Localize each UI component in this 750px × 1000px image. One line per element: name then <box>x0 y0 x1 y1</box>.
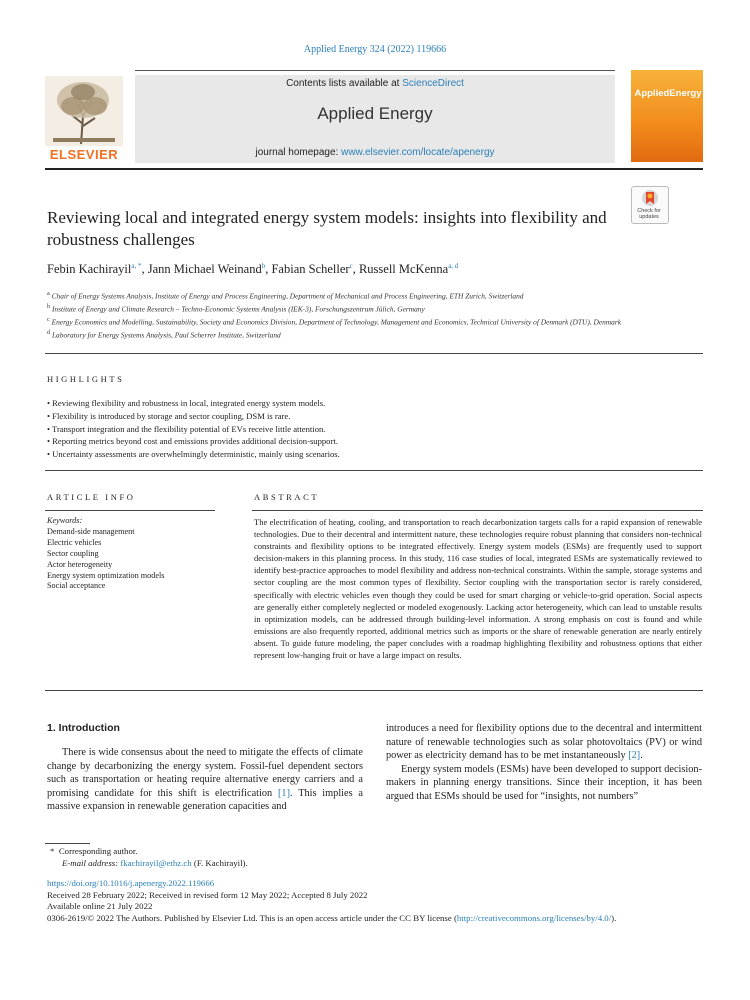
author-name[interactable]: Febin Kachirayil <box>47 262 132 277</box>
introduction-heading: 1. Introduction <box>47 722 120 734</box>
body-column-right <box>386 722 702 804</box>
text-run: . This implies a massive expansion in renewable generation capacities and <box>47 787 363 813</box>
sciencedirect-link[interactable]: ScienceDirect <box>402 78 464 89</box>
footnote-marker: * <box>50 846 55 856</box>
highlight-text: Uncertainty assessments are overwhelmingly deterministic, mainly using scenarios. <box>52 449 340 460</box>
author-affil-sup[interactable]: a, d <box>448 262 459 270</box>
footnote-text: Corresponding author. <box>58 846 138 856</box>
affiliation-item <box>47 289 707 302</box>
journal-name: Applied Energy <box>317 104 433 123</box>
highlights-list <box>47 397 697 461</box>
abstract-rule <box>252 510 703 511</box>
header-top-rule <box>135 70 615 71</box>
contents-available <box>135 78 615 89</box>
keyword-item: Social acceptance <box>47 581 106 591</box>
footnote <box>50 845 450 869</box>
keyword-item: Actor heterogeneity <box>47 559 113 569</box>
highlight-item: • Transport integration and the flexibility potential of EVs receive little attention. <box>47 423 326 434</box>
elsevier-wordmark: ELSEVIER <box>49 147 119 162</box>
highlight-item: • Flexibility is introduced by storage and sector coupling, DSM is rare. <box>47 410 291 421</box>
keyword-item: Sector coupling <box>47 548 99 558</box>
body-column-left <box>47 746 363 814</box>
bookmark-icon <box>632 187 668 209</box>
section-divider <box>45 353 703 354</box>
affiliation-marker: b <box>47 303 51 310</box>
homepage-prefix: journal homepage: <box>255 147 342 158</box>
keyword-item: Demand-side management <box>47 526 135 536</box>
author-name[interactable]: Jann Michael Weinand <box>147 262 262 277</box>
affiliation-item <box>47 302 707 315</box>
section-divider <box>45 470 703 471</box>
license-suffix: ). <box>611 912 617 923</box>
affiliation-text: Chair of Energy Systems Analysis, Institute of Energy and Process Engineering, Department of Mechanical and Process Engineering, ETH Zurich, Switzerland <box>51 291 524 301</box>
email-suffix: (F. Kachirayil). <box>193 858 248 869</box>
abstract-text: The electrification of heating, cooling, and transportation to reach decarbonization targets calls for a rapid expansion of renewable technologies. Due to their decentral and intermittent nature, these technologies require robust planning that considers non-technical constraints and flexibility options to be integrated effectively. Energy system models (ESMs) are frequently used to support decision-makers in this planning process. In this study, 116 case studies of local, integrated ESMs are systematically reviewed to identify best-practice approaches to model flexibility and address non-technical constraints. Within the sample, storage systems and sector coupling are the most common types of flexibility. Sector coupling with the transportation sector is rarely considered, specifically with electric vehicles even though they could be used for smart charging or vehicle-to-grid operation. Social aspects are generally either completely neglected or modeled exogenously. Lacking actor heterogeneity, which can lead to unstable results in optimization models, can be addressed through building-level information. A strong emphasis on cost is found and while emissions are also frequently reported, additional metrics such as imports or the share of renewable generation are nearly entirely absent. To guide future modeling, the paper concludes with a roadmap highlighting flexibility and robustness options that either represent low-hanging fruit or have a large impact on results. <box>254 517 702 661</box>
footnote-rule <box>45 843 90 844</box>
license-line <box>47 913 707 925</box>
highlight-item: • Reporting metrics beyond cost and emissions provides additional decision-support. <box>47 436 338 447</box>
email-link[interactable]: fkachirayil@ethz.ch <box>120 858 192 869</box>
keywords-label: Keywords: <box>47 516 83 525</box>
text-run: introduces a need for flexibility options due to the decentral and intermittent nature of renewable technologies such as solar photovoltaics (PV) or wind power as electricity demand has to be met instantaneously <box>386 723 702 762</box>
affiliation-text: Laboratory for Energy Systems Analysis, Paul Scherrer Institute, Switzerland <box>51 330 281 340</box>
journal-cover-thumbnail[interactable] <box>631 70 703 162</box>
author-list: Febin Kachirayil$^{a, *}$, Jann Michael Weinand$^b$, Fabian Scheller$^c$, Russell McKenna$^{a, d}$ <box>47 262 459 277</box>
affiliation-text: Energy Economics and Modelling, Sustainability, Society and Economics Division, Department of Technology, Management and Economics, Technical University of Denmark (DTU), Denmark <box>51 317 621 327</box>
author-affil-sup[interactable]: b <box>261 262 266 270</box>
received-dates: Received 28 February 2022; Received in revised form 12 May 2022; Accepted 8 July 2022 <box>47 889 368 900</box>
affiliation-marker: c <box>47 316 50 323</box>
article-info-heading: ARTICLE INFO <box>47 492 136 502</box>
publication-info <box>47 878 707 924</box>
corresponding-author-note <box>50 845 450 857</box>
check-for-updates-label: Check for updates <box>637 208 661 220</box>
affiliation-marker: a <box>47 291 50 297</box>
paragraph: Energy system models (ESMs) have been developed to support decision-makers in planning energy transitions. Since their inception, it has been argued that ESMs should be used for “insights, not numbers” <box>386 763 702 802</box>
paragraph <box>386 722 702 763</box>
text-run: . <box>640 750 643 762</box>
homepage-link[interactable]: www.elsevier.com/locate/apenergy <box>341 147 495 158</box>
article-title: Reviewing local and integrated energy system models: insights into flexibility and robustness challenges <box>47 208 607 249</box>
highlight-text: Reviewing flexibility and robustness in local, integrated energy system models. <box>52 398 326 408</box>
affiliation-item <box>47 328 707 341</box>
highlight-text: Flexibility is introduced by storage and sector coupling, DSM is rare. <box>52 410 291 421</box>
citation-link[interactable]: [2] <box>628 750 641 762</box>
article-info-rule <box>45 510 215 511</box>
keyword-item: Electric vehicles <box>47 537 102 547</box>
text-run: There is wide consensus about the need to mitigate the effects of climate change by decarbonizing the energy system. Fossil-fuel dependent sectors such as transportation or heating require alternative energy carriers and a promising candidate for this shift is electrification <box>47 747 363 799</box>
highlight-text: Reporting metrics beyond cost and emissions provides additional decision-support. <box>52 436 338 447</box>
email-label: E-mail address: <box>62 858 119 869</box>
highlight-item: • Reviewing flexibility and robustness in local, integrated energy system models. <box>47 398 326 408</box>
cover-title: AppliedEnergy <box>634 88 702 99</box>
license-prefix: 0306-2619/© 2022 The Authors. Published by Elsevier Ltd. This is an open access article under the CC BY license ( <box>47 912 457 923</box>
author-affil-sup[interactable]: a, * <box>131 262 142 270</box>
journal-homepage <box>135 147 615 158</box>
citation-link[interactable]: [1] <box>278 787 291 799</box>
section-divider <box>45 690 703 691</box>
highlight-text: Transport integration and the flexibility potential of EVs receive little attention. <box>52 423 326 434</box>
contents-prefix: Contents lists available at <box>286 78 403 89</box>
header-bottom-rule <box>45 168 703 170</box>
keywords-block <box>47 516 222 592</box>
journal-reference[interactable]: Applied Energy 324 (2022) 119666 <box>303 44 447 55</box>
author-name[interactable]: Russell McKenna <box>358 262 449 277</box>
affiliation-text: Institute of Energy and Climate Research – Techno-Economic Systems Analysis (IEK-3), Forschungszentrum Jülich, Germany <box>51 304 425 314</box>
available-online: Available online 21 July 2022 <box>47 901 153 912</box>
affiliations <box>47 289 707 341</box>
email-line <box>50 857 450 869</box>
affiliation-marker: d <box>47 329 51 336</box>
license-link[interactable]: http://creativecommons.org/licenses/by/4.0/ <box>456 912 612 923</box>
highlight-item: • Uncertainty assessments are overwhelmingly deterministic, mainly using scenarios. <box>47 449 340 460</box>
abstract-heading: ABSTRACT <box>254 492 320 502</box>
keyword-item: Energy system optimization models <box>47 570 165 580</box>
paragraph <box>47 746 363 814</box>
highlights-heading: HIGHLIGHTS <box>47 374 125 384</box>
doi-link[interactable]: https://doi.org/10.1016/j.apenergy.2022.119666 <box>47 878 215 888</box>
affiliation-item <box>47 315 707 328</box>
author-name[interactable]: Fabian Scheller <box>271 262 350 277</box>
author-affil-sup[interactable]: c <box>349 262 353 270</box>
